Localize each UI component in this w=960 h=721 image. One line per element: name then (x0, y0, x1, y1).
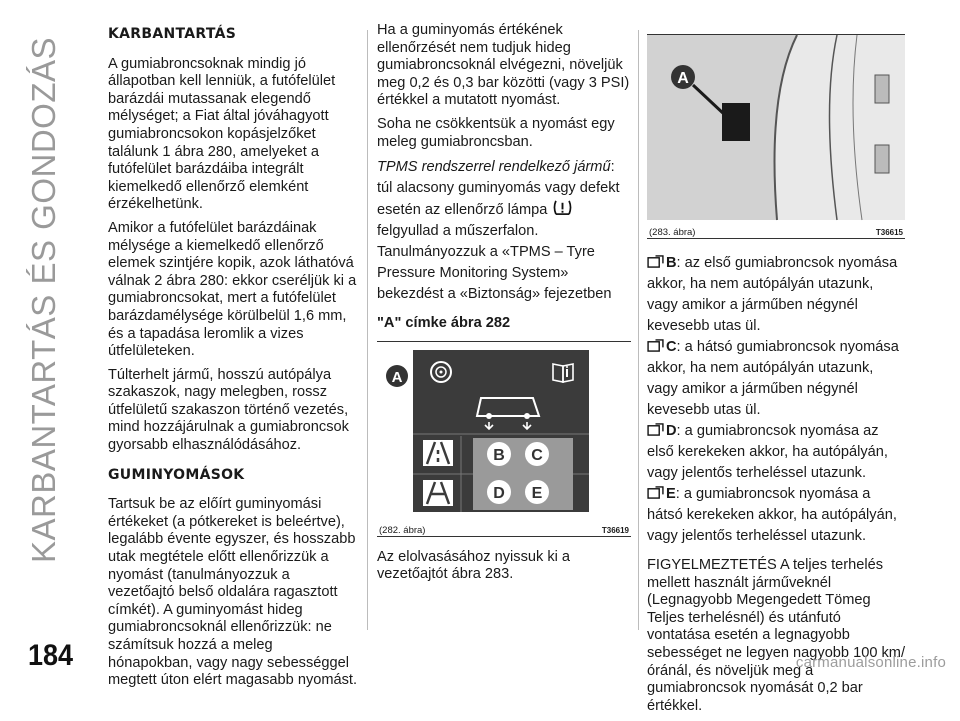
tire-pressure-label-sticker (722, 103, 750, 141)
reference-icon (647, 339, 664, 352)
paragraph: Amikor a futófelület barázdáinak mélysége a kiemelkedő ellenőrző elemek szintjére kopik, azok láthatóvá válnak 2 ábra 280: ekkor cseréljük ki a gumiabroncsokat, mert a futófelület barázdamélysége körülbelül 1,6 mm, és a tapadása leromlik a vizes útfelületeken. (108, 219, 357, 360)
tpms-paragraph: TPMS rendszerrel rendelkező jármű: túl alacsony guminyomás vagy defekt esetén az ellenőrző lámpa felgyullad a műszerfalon. Tanulmányozzuk a «TPMS – Tyre Pressure Monitoring System» bekezdést a «Biztonság» fejezetben (377, 159, 620, 303)
heading-guminyomasok: GUMINYOMÁSOK (108, 466, 245, 483)
road-icon (423, 440, 453, 466)
reference-icon (647, 423, 664, 436)
watermark: carmanualsonline.info (795, 654, 946, 671)
figure-283-door-jamb (647, 34, 905, 239)
chapter-side-title (14, 20, 74, 580)
page-number: 184 (28, 638, 74, 672)
pressure-item (647, 253, 905, 337)
paragraph: Soha ne csökkentsük a nyomást egy meleg gumiabroncsban. (377, 115, 615, 150)
column-1 (108, 22, 360, 696)
column-2 (377, 22, 631, 590)
column-3 (647, 22, 905, 721)
item-text: : a gumiabroncsok nyomása az első kerekeken akkor, ha autópályán, vagy jelentős terheléssel utazunk. (647, 423, 888, 481)
paragraph: A gumiabroncsoknak mindig jó állapotban kell lenniük, a futófelület barázdái mutassanak elegendő mélységet; a Fiat által jóváhagyott gumiabroncsokon kopásjelzőket találunk 1 ábra 280, amelyeket a futófelület barázdáiba integrált kiemelkedő ellenőrző elemként érzékelhetünk. (108, 55, 336, 213)
paragraph: Túlterhelt jármű, hosszú autópálya szakaszok, nagy melegben, rossz útfelületű szakaszon történő vezetés, mind hozzájárulnak a gumiabroncsok gyorsabb elhasználódásához. (108, 366, 349, 454)
pressure-item (647, 484, 905, 547)
paragraph: Tartsuk be az előírt guminyomási értékeket (a pótkereket is beleértve), legalább évente egyszer, és hosszabb utak megtétele előtt ellenőrizzük a nyomást (tanulmányozzuk a vezetőajtó belső oldalára ragasztott címkét). A guminyomást hideg gumiabroncsoknál ellenőrizzük: ne számítsuk hozzá a meleg hónapokban, vagy nagy sebességgel megtett úton elért magasabb nyomást. (108, 496, 358, 689)
chapter-title-text: KARBANTARTÁS ÉS GONDOZÁS (25, 36, 62, 564)
pressure-item (647, 421, 905, 484)
column-divider (638, 30, 639, 630)
callout-a-label: A (677, 70, 689, 87)
item-text: : a gumiabroncsok nyomása a hátsó kerekeken akkor, ha autópályán, vagy jelentős terheléssel utazunk. (647, 486, 897, 544)
figure-code: T36615 (875, 228, 903, 237)
label-b: B (493, 446, 505, 464)
label-d: D (493, 484, 505, 502)
label-c: C (531, 446, 543, 464)
pressure-item (647, 337, 905, 421)
figure-code: T36619 (601, 525, 629, 535)
reference-icon (647, 486, 664, 499)
tire-label-illustration (377, 342, 631, 518)
item-text: : a hátsó gumiabroncsok nyomása akkor, ha nem autópályán utazunk, vagy amikor a járműben négynél kevesebb utas ül. (647, 339, 899, 418)
paragraph: Az elolvasásához nyissuk ki a vezetőajtót ábra 283. (377, 548, 571, 583)
item-letter: D (666, 423, 677, 439)
door-jamb-illustration (647, 35, 905, 220)
column-divider (367, 30, 368, 630)
label-e: E (531, 484, 543, 502)
figure-caption (377, 518, 631, 536)
callout-a-label: A (391, 368, 403, 386)
item-letter: B (666, 255, 677, 271)
reference-icon (647, 255, 664, 268)
pressure-items-list (647, 253, 905, 547)
tpms-label: TPMS rendszerrel rendelkező jármű (377, 159, 611, 176)
figure-number: (282. ábra) (379, 524, 426, 536)
label-a-subheading: "A" címke ábra 282 (377, 315, 511, 332)
heading-karbantartas: KARBANTARTÁS (108, 26, 237, 42)
item-letter: E (666, 486, 676, 502)
tire-pressure-warning-icon (553, 199, 572, 216)
figure-caption (647, 220, 905, 238)
figure-282-tire-label (377, 341, 631, 537)
paragraph: Ha a guminyomás értékének ellenőrzését nem tudjuk hideg gumiabroncsoknál elvégezni, növeljük meg 0,2 és 0,3 bar közötti (vagy 3 PSI) értékkel a mutatott nyomást. (377, 22, 630, 109)
item-letter: C (666, 339, 677, 355)
warning-paragraph: FIGYELMEZTETÉS A teljes terhelés mellett használt járműveknél (Legnagyobb Megengedett Tömeg Teljes terhelésnél) és utánfutó vontatása esetén a legnagyobb sebességet ne legyen nagyobb 100 km/óránál, és növeljük meg a gumiabroncsok nyomását 0,2 bar értékkel. (647, 557, 906, 714)
item-text: : az első gumiabroncsok nyomása akkor, ha nem autópályán utazunk, vagy amikor a járműben négynél kevesebb utas ül. (647, 255, 898, 334)
figure-number: (283. ábra) (649, 227, 696, 238)
highway-icon (423, 480, 453, 506)
